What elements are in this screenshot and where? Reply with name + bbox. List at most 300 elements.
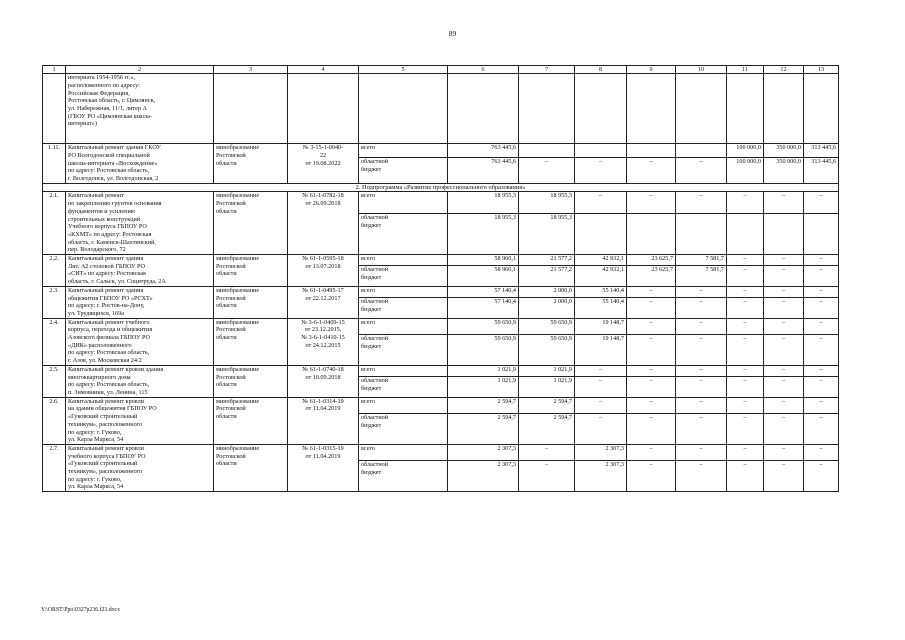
column-number-header: 3 [214, 66, 288, 74]
dash-cell: – [627, 397, 676, 413]
dash-cell: – [676, 365, 727, 376]
funding-source-line: бюджет [361, 305, 382, 313]
item-number: 2.1. [43, 192, 66, 255]
object-name-line: «Гуковский строительный [68, 460, 138, 468]
table-row [43, 365, 839, 376]
funding-source [359, 376, 448, 397]
dash-cell: – [627, 335, 676, 366]
dash-cell: – [627, 444, 676, 460]
dash-cell: – [727, 414, 764, 445]
object-name-line: Капитальный ремонт [68, 192, 125, 200]
design-document-line: от 11.04.2019 [305, 452, 341, 460]
customer-line: области [216, 460, 237, 468]
dash-cell: – [627, 365, 676, 376]
page-number: 89 [448, 29, 457, 38]
design-document-line: № 61-1-0740-18 [302, 365, 344, 373]
customer-line: минобразование [216, 397, 260, 405]
dash-cell: – [764, 365, 804, 376]
amount-cell: 59 650,9 [519, 335, 575, 366]
dash-cell: – [627, 157, 676, 183]
table-row [43, 286, 839, 297]
amount-cell: 2 307,3 [448, 461, 519, 492]
amount-cell: 2 000,0 [519, 286, 575, 297]
funding-source [359, 266, 448, 287]
customer-line: области [216, 302, 237, 310]
customer [214, 255, 288, 287]
amount-cell [804, 214, 839, 255]
dash-cell: – [804, 286, 839, 297]
amount-cell: 2 594,7 [519, 397, 575, 413]
customer-line: области [216, 413, 237, 421]
amount-cell: 313 445,6 [804, 144, 839, 158]
amount-cell: 23 625,7 [627, 255, 676, 266]
funding-source [359, 144, 448, 158]
amount-cell: 58 960,1 [448, 266, 519, 287]
object-name-line: расположенного по адресу: [68, 81, 140, 89]
funding-source-line: всего [361, 255, 375, 263]
object-name-line: ул. Карла Маркса, 54 [68, 483, 124, 491]
object-name-line: (ГБОУ РО «Цимлянская школа- [68, 112, 152, 120]
design-document [288, 74, 359, 144]
funding-source [359, 365, 448, 376]
amount-cell: 21 577,2 [519, 266, 575, 287]
dash-cell: – [519, 157, 575, 183]
item-number [43, 74, 66, 144]
table-row [43, 397, 839, 413]
amount-cell: 1 021,9 [448, 376, 519, 397]
design-document [288, 192, 359, 255]
customer-line: области [216, 270, 237, 278]
customer [214, 144, 288, 184]
amount-cell [676, 214, 727, 255]
column-number-header: 11 [727, 66, 764, 74]
dash-cell: – [727, 376, 764, 397]
column-number-header: 1 [43, 66, 66, 74]
dash-cell: – [764, 376, 804, 397]
column-number-header: 12 [764, 66, 804, 74]
funding-source-line: всего [361, 318, 375, 326]
dash-cell: – [764, 444, 804, 460]
funding-source-line: всего [361, 144, 375, 152]
amount-cell: 100 000,0 [727, 144, 764, 158]
amount-cell [627, 214, 676, 255]
funding-source [359, 335, 448, 366]
item-number: 2.3. [43, 286, 66, 318]
object-name-line: Капитальный ремонт здания ГКОУ [68, 144, 161, 152]
dash-cell: – [676, 444, 727, 460]
design-document-line: от 10.09.2018 [305, 373, 341, 381]
funding-source-line: всего [361, 365, 375, 373]
object-name-line: «СИТ» по адресу: Ростовская [68, 270, 146, 278]
design-document [288, 397, 359, 444]
empty-cell [804, 74, 839, 144]
customer-line: минобразование [216, 318, 260, 326]
amount-cell: 350 000,0 [764, 144, 804, 158]
column-number-header: 9 [627, 66, 676, 74]
dash-cell: – [804, 414, 839, 445]
object-name-line: «Гуковский строительный [68, 413, 138, 421]
funding-source [359, 318, 448, 334]
dash-cell: – [804, 365, 839, 376]
customer [214, 286, 288, 318]
dash-cell: – [575, 397, 627, 413]
empty-cell [519, 74, 575, 144]
dash-cell: – [627, 286, 676, 297]
customer [214, 397, 288, 444]
object-name-line: техникум», расположенного [68, 420, 143, 428]
column-number-header: 5 [359, 66, 448, 74]
dash-cell: – [575, 192, 627, 214]
funding-source-line: областной [361, 335, 389, 343]
design-document-line: № 61-1-0595-18 [302, 255, 344, 263]
dash-cell: – [727, 192, 764, 214]
table-row [43, 192, 839, 214]
design-document-line: № 61-1-0782-18 [302, 192, 344, 200]
object-name-line: Капитальный ремонт учебного [68, 318, 150, 326]
object-name-line: г. Волгодонск, ул. Волгодонская, 2 [68, 175, 159, 183]
funding-source [359, 444, 448, 460]
funding-source-line: всего [361, 192, 375, 200]
object-name-line: общежития ГБПОУ РО «РСХТ» [68, 294, 153, 302]
funding-source [359, 286, 448, 297]
table-row [43, 444, 839, 460]
amount-cell: 7 581,7 [676, 255, 727, 266]
amount-cell: 18 955,3 [519, 214, 575, 255]
column-number-header: 10 [676, 66, 727, 74]
customer-line: Ростовской [216, 405, 246, 413]
customer-line: минобразование [216, 192, 260, 200]
object-name [66, 286, 214, 318]
customer-line: Ростовской [216, 373, 246, 381]
amount-cell: 19 148,7 [575, 318, 627, 334]
funding-source-line: бюджет [361, 221, 382, 229]
amount-cell: 100 000,0 [727, 157, 764, 183]
object-name-line: п. Зимовники, ул. Ленина, 115 [68, 389, 148, 396]
dash-cell: – [676, 297, 727, 318]
dash-cell: – [804, 376, 839, 397]
table-row [43, 74, 839, 144]
design-document-line: № 61-1-0314-19 [302, 397, 344, 405]
dash-cell: – [804, 335, 839, 366]
table-body [43, 66, 839, 492]
amount-cell: 42 932,1 [575, 255, 627, 266]
amount-cell: 1 021,9 [519, 365, 575, 376]
customer-line: минобразование [216, 365, 260, 373]
dash-cell: – [764, 414, 804, 445]
dash-cell: – [676, 397, 727, 413]
object-name-line: область, г. Каменск-Шахтинский, [68, 238, 156, 246]
customer [214, 444, 288, 491]
amount-cell: 59 650,9 [448, 335, 519, 366]
funding-source-line: всего [361, 286, 375, 294]
design-document [288, 444, 359, 491]
dash-cell: – [676, 318, 727, 334]
design-document-line: 22 [319, 151, 327, 159]
dash-cell: – [727, 461, 764, 492]
amount-cell: 58 960,1 [448, 255, 519, 266]
amount-cell: 18 955,3 [448, 214, 519, 255]
dash-cell: – [676, 192, 727, 214]
customer-line: минобразование [216, 144, 260, 152]
table-row [43, 144, 839, 158]
amount-cell: 763 445,6 [448, 157, 519, 183]
customer [214, 74, 288, 144]
dash-cell: – [727, 318, 764, 334]
design-document-line: от 24.12.2015 [305, 341, 341, 349]
dash-cell: – [627, 414, 676, 445]
object-name-line: строительных конструкций [68, 215, 141, 223]
dash-cell: – [627, 376, 676, 397]
dash-cell: – [727, 335, 764, 366]
customer-line: Ростовской [216, 294, 246, 302]
funding-source-line: бюджет [361, 384, 382, 392]
dash-cell: – [764, 286, 804, 297]
funding-source-line: бюджет [361, 342, 382, 350]
dash-cell: – [804, 266, 839, 287]
object-name [66, 397, 214, 444]
object-name [66, 444, 214, 491]
funding-source-line: бюджет [361, 165, 382, 173]
amount-cell: 2 000,0 [519, 297, 575, 318]
column-number-header: 7 [519, 66, 575, 74]
object-name [66, 318, 214, 365]
amount-cell: 2 307,3 [575, 444, 627, 460]
amount-cell: 19 148,7 [575, 335, 627, 366]
dash-cell: – [727, 286, 764, 297]
object-name-line: многоквартирного дома [68, 373, 131, 381]
dash-cell: – [727, 255, 764, 266]
design-document [288, 286, 359, 318]
object-name-line: Учебного корпуса ГБПОУ РО [68, 223, 147, 231]
dash-cell: – [727, 397, 764, 413]
object-name [66, 144, 214, 184]
dash-cell: – [804, 444, 839, 460]
empty-cell [575, 74, 627, 144]
funding-source-line: всего [361, 397, 375, 405]
funding-source [359, 192, 448, 214]
dash-cell: – [804, 297, 839, 318]
item-number: 1.11. [43, 144, 66, 184]
amount-cell: 59 650,9 [519, 318, 575, 334]
object-name-line: техникум», расположенного [68, 468, 143, 476]
table-row [43, 255, 839, 266]
dash-cell: – [676, 376, 727, 397]
amount-cell: 18 955,3 [448, 192, 519, 214]
dash-cell: – [676, 286, 727, 297]
empty-cell [448, 74, 519, 144]
design-document [288, 365, 359, 397]
dash-cell: – [676, 414, 727, 445]
footer-file-path: Y:\ORST\Ppo\0327p236.f23.docx [41, 607, 121, 613]
dash-cell: – [804, 192, 839, 214]
funding-source-line: областной [361, 297, 389, 305]
dash-cell: – [764, 192, 804, 214]
amount-cell: 2 594,7 [519, 414, 575, 445]
object-name-line: по адресу: г. Гуково, [68, 475, 122, 483]
header-row [43, 66, 839, 74]
object-name-line: Российская Федерация, [68, 89, 130, 97]
amount-cell: 23 625,7 [627, 266, 676, 287]
dash-cell: – [804, 461, 839, 492]
dash-cell: – [764, 255, 804, 266]
object-name-line: интерната 1954-1956 гг.», [68, 74, 136, 82]
amount-cell: 2 307,3 [448, 444, 519, 460]
funding-source-line: бюджет [361, 273, 382, 281]
amount-cell: 313 445,6 [804, 157, 839, 183]
item-number: 2.7. [43, 444, 66, 491]
amount-cell [519, 144, 575, 158]
amount-cell: 57 140,4 [448, 286, 519, 297]
funding-source [359, 214, 448, 255]
item-number: 2.5. [43, 365, 66, 397]
object-name-line: Лит. А2 столовой ГБПОУ РО [68, 262, 145, 270]
design-document-line: № 3-15-1-0040- [302, 144, 344, 152]
dash-cell: – [764, 397, 804, 413]
object-name-line: корпуса, перехода и общежития [68, 326, 153, 334]
item-number: 2.6. [43, 397, 66, 444]
object-name-line: РО Волгодонской специальной [68, 151, 150, 159]
amount-cell [676, 144, 727, 158]
dash-cell: – [676, 157, 727, 183]
dash-cell: – [727, 266, 764, 287]
empty-cell [676, 74, 727, 144]
object-name-line: по адресу: г. Гуково, [68, 428, 122, 436]
customer [214, 318, 288, 365]
design-document [288, 255, 359, 287]
dash-cell: – [764, 461, 804, 492]
object-name-line: Капитальный ремонт кровли [68, 397, 144, 405]
design-document [288, 318, 359, 365]
item-number: 2.4. [43, 318, 66, 365]
design-document-line: от 13.07.2018 [305, 262, 341, 270]
design-document-line: от 26.09.2018 [305, 200, 341, 208]
object-name-line: Капитальный ремонт кровли [68, 444, 144, 452]
funding-source-line: бюджет [361, 468, 382, 476]
object-name-line: г. Азов, ул. Московская 24/2 [68, 357, 142, 365]
object-name-line: школы-интерната «Восхождение» [68, 159, 158, 167]
object-name-line: интернат») [68, 120, 97, 128]
amount-cell: 57 140,4 [448, 297, 519, 318]
amount-cell: 1 021,9 [519, 376, 575, 397]
dash-cell: – [519, 444, 575, 460]
dash-cell: – [804, 255, 839, 266]
customer-line: области [216, 381, 237, 389]
empty-cell [764, 74, 804, 144]
column-number-header: 2 [66, 66, 214, 74]
dash-cell: – [627, 461, 676, 492]
dash-cell: – [727, 365, 764, 376]
design-document-line: от 23.12.2015, [304, 326, 342, 334]
object-name-line: Ростовская область, г. Цимлянск, [68, 97, 156, 105]
dash-cell: – [575, 376, 627, 397]
funding-source-line: областной [361, 461, 389, 469]
section-title: 2. Подпрограмма «Развитие профессионального образования» [43, 183, 839, 192]
amount-cell: 1 021,9 [448, 365, 519, 376]
object-name-line: по адресу: Ростовская область, [68, 381, 150, 389]
object-name [66, 365, 214, 397]
object-name-line: по адресу: Ростовская область, [68, 167, 150, 175]
empty-cell [359, 74, 448, 144]
dash-cell: – [575, 414, 627, 445]
object-name [66, 74, 214, 144]
amount-cell [727, 214, 764, 255]
dash-cell: – [676, 335, 727, 366]
amount-cell: 42 932,1 [575, 266, 627, 287]
object-name [66, 255, 214, 287]
dash-cell: – [575, 157, 627, 183]
column-number-header: 6 [448, 66, 519, 74]
dash-cell: – [764, 297, 804, 318]
funding-source [359, 461, 448, 492]
empty-cell [727, 74, 764, 144]
amount-cell: 2 594,7 [448, 397, 519, 413]
design-document-line: № 61-1-0495-17 [302, 286, 344, 294]
dash-cell: – [764, 266, 804, 287]
item-number: 2.2. [43, 255, 66, 287]
design-document-line: от 19.08.2022 [305, 159, 341, 167]
funding-source [359, 414, 448, 445]
object-name-line: на здании общежития ГБПОУ РО [68, 405, 157, 413]
customer [214, 365, 288, 397]
amount-cell [764, 214, 804, 255]
dash-cell: – [727, 444, 764, 460]
funding-source-line: областной [361, 266, 389, 274]
object-name-line: «КХМТ» по адресу: Ростовская [68, 230, 152, 238]
dash-cell: – [764, 335, 804, 366]
dash-cell: – [519, 461, 575, 492]
column-number-header: 4 [288, 66, 359, 74]
dash-cell: – [804, 397, 839, 413]
customer-line: Ростовской [216, 151, 246, 159]
customer-line: области [216, 207, 237, 215]
dash-cell: – [627, 297, 676, 318]
amount-cell: 350 000,0 [764, 157, 804, 183]
section-row [43, 183, 839, 192]
amount-cell: 18 955,3 [519, 192, 575, 214]
object-name-line: Капитальный ремонт здания [68, 286, 144, 294]
design-document-line: № 3-6-1-0410-15 [301, 334, 345, 342]
object-name-line: по адресу: Ростовская область, [68, 349, 150, 357]
amount-cell: 21 577,2 [519, 255, 575, 266]
object-name-line: по закреплению грунтов основания [68, 200, 162, 208]
object-name-line: ул. Карла Маркса, 54 [68, 436, 124, 444]
customer-line: Ростовской [216, 326, 246, 334]
object-name-line: «ДИК» расположенного [68, 341, 132, 349]
amount-cell: 2 594,7 [448, 414, 519, 445]
customer-line: области [216, 159, 237, 167]
object-name-line: область, г. Сальск, ул. Социтруда, 2А [68, 278, 166, 286]
amount-cell: 2 307,3 [575, 461, 627, 492]
dash-cell: – [676, 461, 727, 492]
funding-source-line: бюджет [361, 421, 382, 429]
funding-source-line: областной [361, 157, 389, 165]
object-name [66, 192, 214, 255]
dash-cell: – [627, 192, 676, 214]
dash-cell: – [727, 297, 764, 318]
amount-cell: 55 140,4 [575, 286, 627, 297]
column-number-header: 13 [804, 66, 839, 74]
amount-cell [575, 214, 627, 255]
object-name-line: по адресу: г. Ростов-на-Дону, [68, 302, 145, 310]
customer-line: Ростовской [216, 262, 246, 270]
empty-cell [627, 74, 676, 144]
customer-line: минобразование [216, 255, 260, 263]
funding-source [359, 157, 448, 183]
customer-line: Ростовской [216, 452, 246, 460]
customer-line: области [216, 334, 237, 342]
amount-cell [627, 144, 676, 158]
table-row [43, 318, 839, 334]
